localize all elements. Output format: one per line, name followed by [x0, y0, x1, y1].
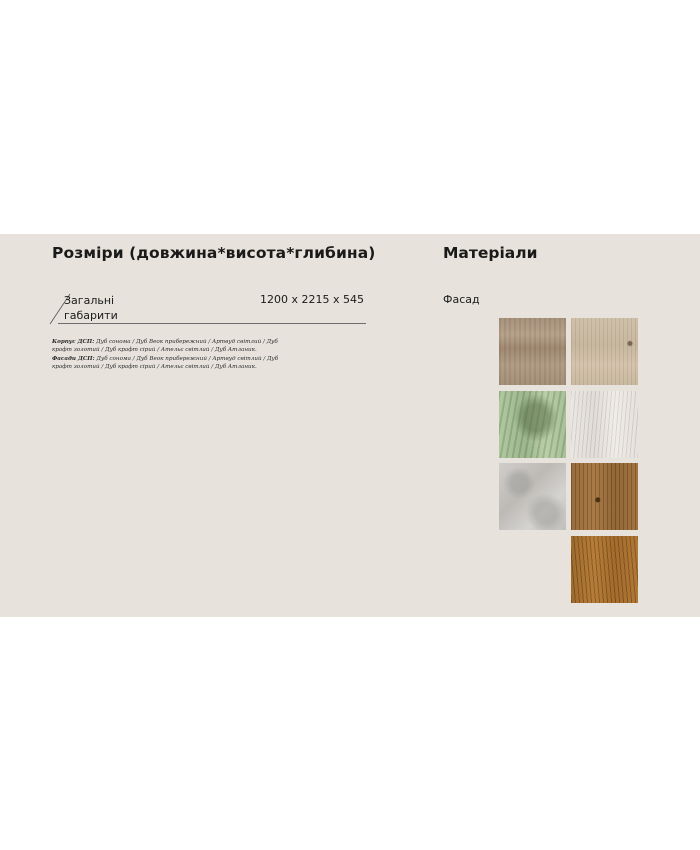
material-swatch[interactable] — [499, 463, 566, 530]
material-notes — [52, 338, 297, 372]
divider — [58, 323, 366, 324]
material-swatch[interactable] — [571, 391, 638, 458]
overall-dimensions-value: 1200 x 2215 x 545 — [260, 293, 364, 306]
material-swatch[interactable] — [571, 536, 638, 603]
product-info-panel — [0, 234, 700, 617]
overall-dimensions-label: Загальні габарити — [64, 294, 118, 322]
material-swatch[interactable] — [499, 318, 566, 385]
body-material-note — [52, 338, 297, 355]
body-note-label: Корпус ДСП: — [52, 339, 95, 345]
facade-material-note — [52, 355, 297, 372]
dimensions-title: Розміри (довжина*висота*глибина) — [52, 244, 376, 262]
material-swatch[interactable] — [499, 391, 566, 458]
materials-title: Матеріали — [443, 244, 538, 262]
material-swatch[interactable] — [571, 318, 638, 385]
facade-note-label: Фасади ДСП: — [52, 355, 95, 362]
facade-label: Фасад — [443, 293, 480, 306]
material-swatch[interactable] — [571, 463, 638, 530]
facade-note-text: Дуб сонома / Дуб Веок прибережний / Артвуд світлий / Дуб крафт золотий / Дуб крафт сірий / Ательє світлий / Дуб Атланик. — [52, 355, 279, 371]
body-note-text: Дуб сонома / Дуб Веок прибережний / Артвуд світлий / Дуб крафт золотий / Дуб крафт сірий / Ательє світлий / Дуб Атланик. — [52, 339, 278, 354]
